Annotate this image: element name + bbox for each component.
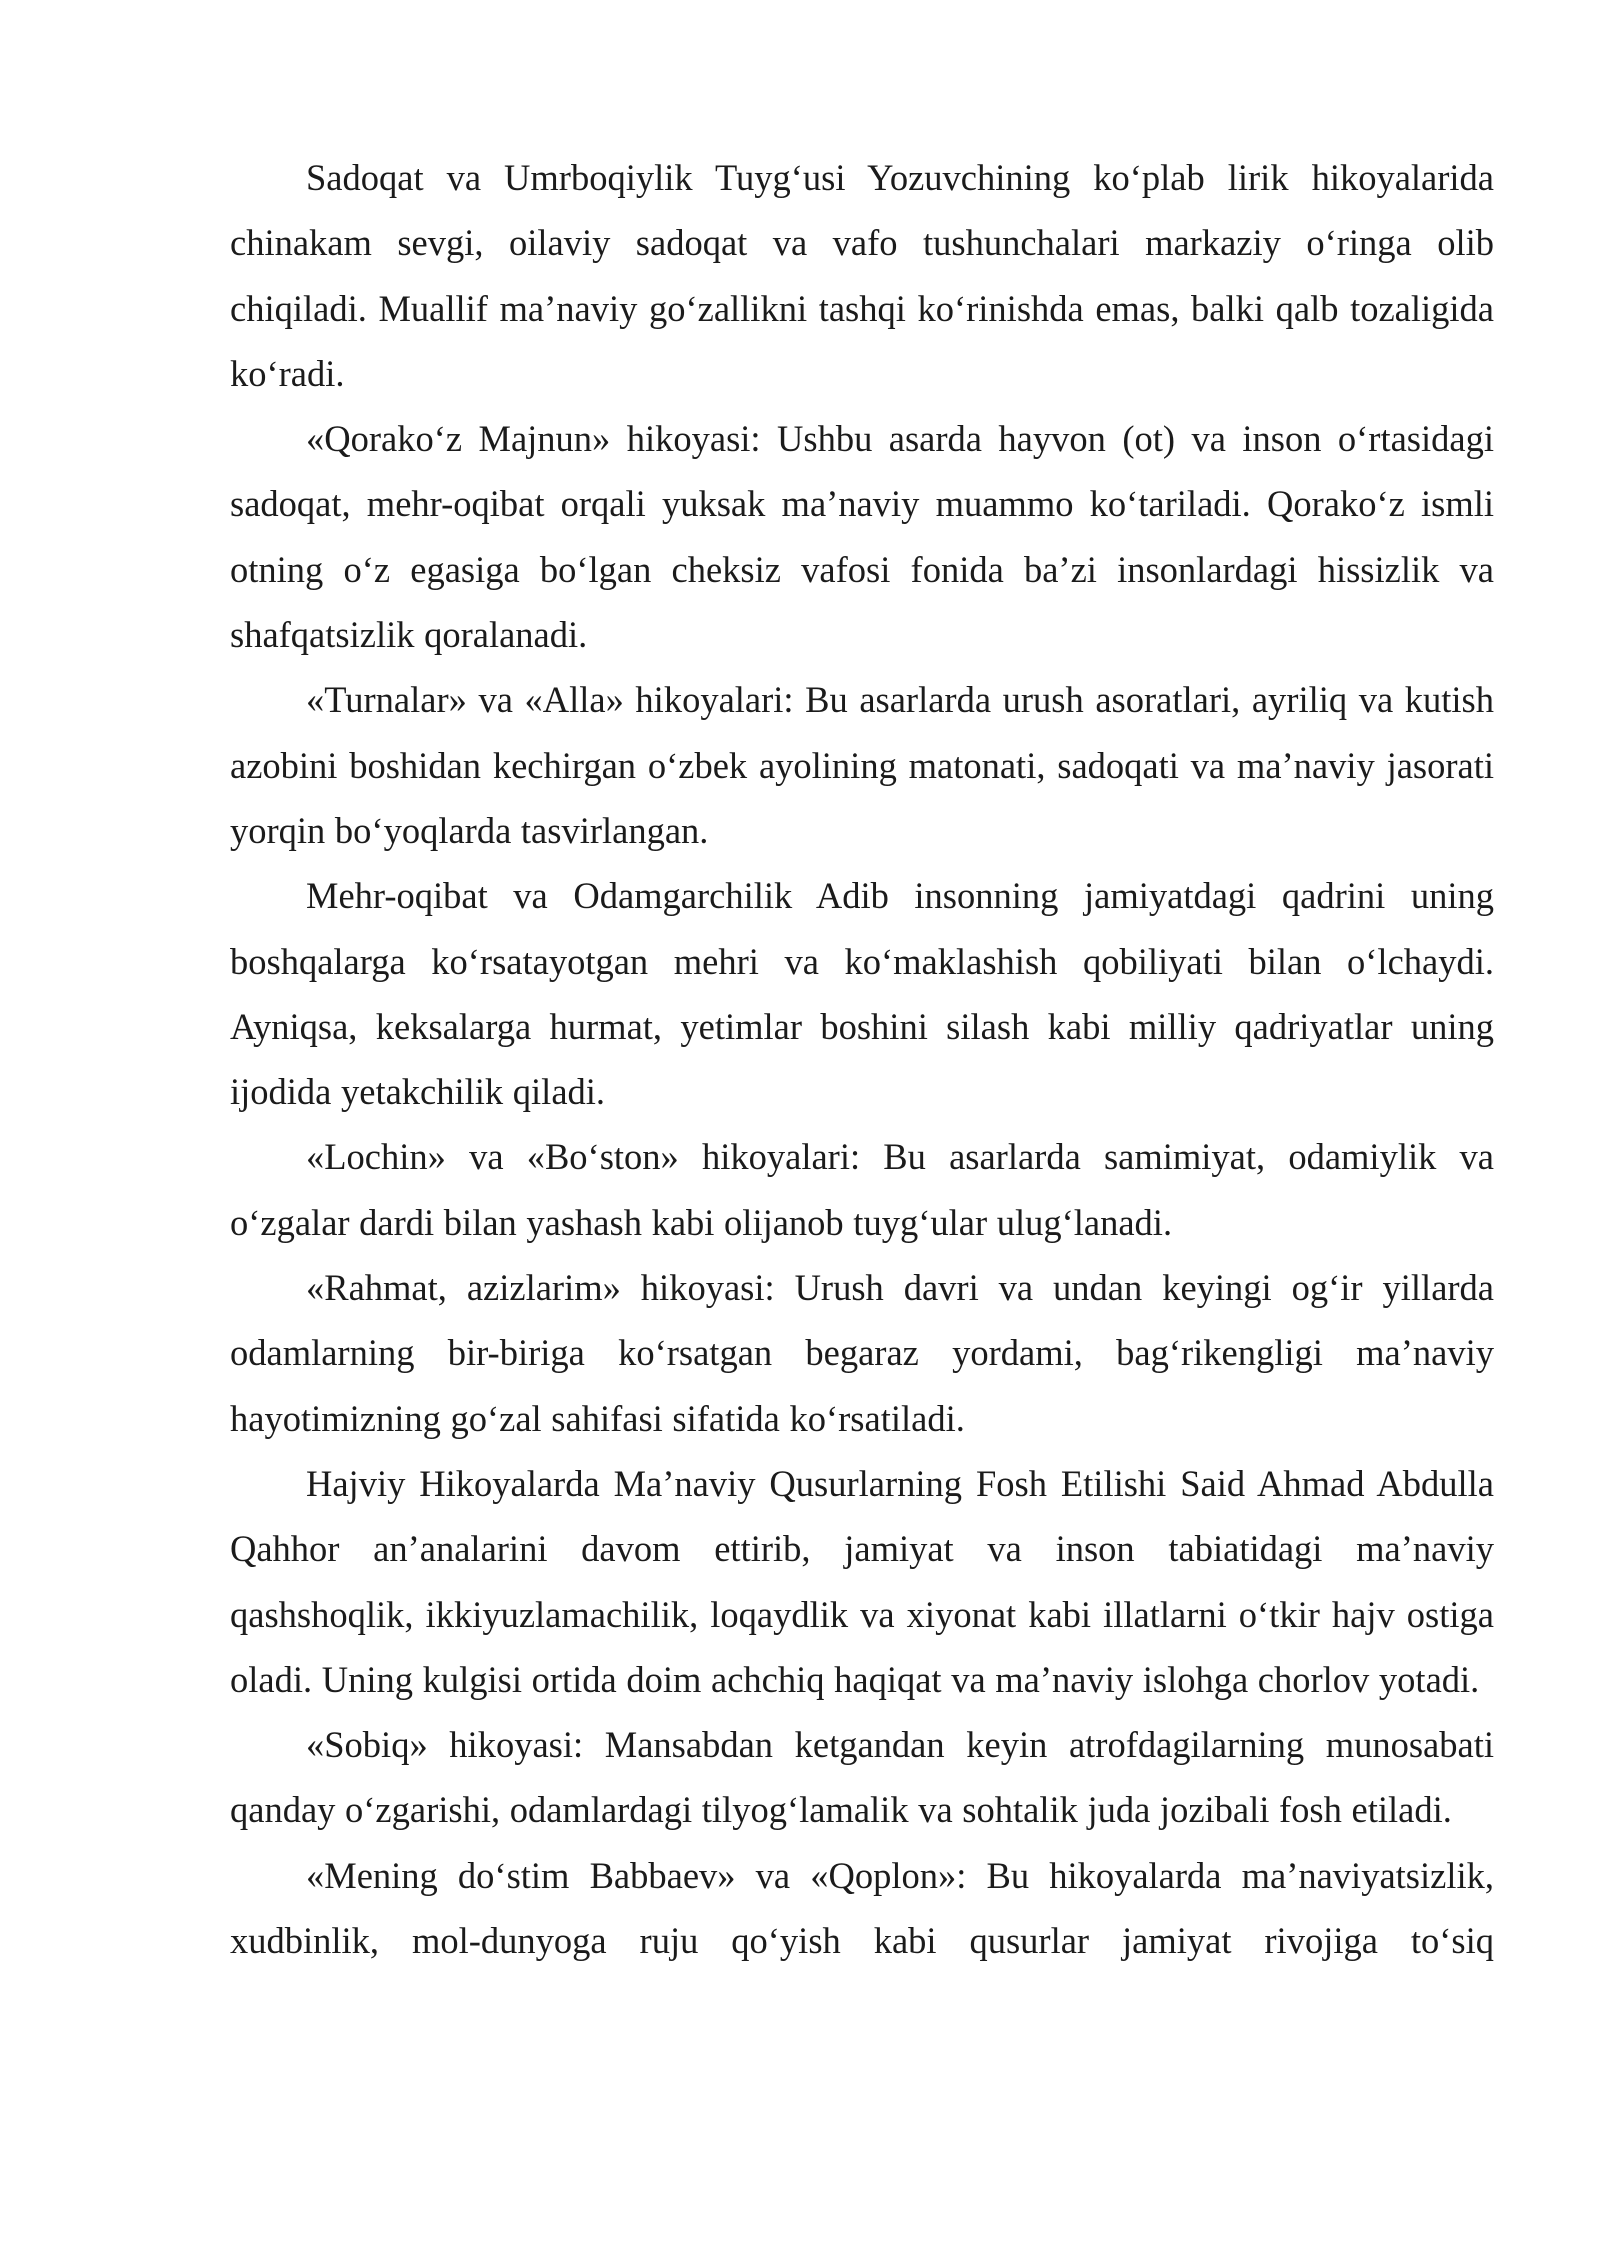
paragraph-sadoqat: Sadoqat va Umrboqiylik Tuyg‘usi Yozuvchining ko‘plab lirik hikoyalarida chinakam sevgi, oilaviy sadoqat va vafo tushunchalari markaziy o‘ringa olib chiqiladi. Muallif ma’naviy go‘zallikni tashqi ko‘rinishda emas, balki qalb tozaligida ko‘radi.: [230, 157, 1494, 394]
paragraph-turnalar-alla: «Turnalar» va «Alla» hikoyalari: Bu asarlarda urush asoratlari, ayriliq va kutish azobini boshidan kechirgan o‘zbek ayolining matonati, sadoqati va ma’naviy jasorati yorqin bo‘yoqlarda tasvirlangan.: [230, 679, 1494, 851]
paragraph-qorakoz-majnun: «Qorako‘z Majnun» hikoyasi: Ushbu asarda hayvon (ot) va inson o‘rtasidagi sadoqat, mehr-oqibat orqali yuksak ma’naviy muammo ko‘tariladi. Qorako‘z ismli otning o‘z egasiga bo‘lgan cheksiz vafosi fonida ba’zi insonlardagi hissizlik va shafqatsizlik qoralanadi.: [230, 418, 1494, 656]
paragraph-rahmat-azizlarim: «Rahmat, azizlarim» hikoyasi: Urush davri va undan keyingi og‘ir yillarda odamlarning bir-biriga ko‘rsatgan begaraz yordami, bag‘rikengligi ma’naviy hayotimizning go‘zal sahifasi sifatida ko‘rsatiladi.: [230, 1267, 1494, 1439]
paragraph-lochin-boston: «Lochin» va «Bo‘ston» hikoyalari: Bu asarlarda samimiyat, odamiylik va o‘zgalar dardi bilan yashash kabi olijanob tuyg‘ular ulug‘lanadi.: [230, 1136, 1494, 1243]
document-body: [230, 145, 1494, 1973]
paragraph-mehr-oqibat: Mehr-oqibat va Odamgarchilik Adib insonning jamiyatdagi qadrini uning boshqalarga ko‘rsatayotgan mehri va ko‘maklashish qobiliyati bilan o‘lchaydi. Ayniqsa, keksalarga hurmat, yetimlar boshini silash kabi milliy qadriyatlar uning ijodida yetakchilik qiladi.: [230, 875, 1494, 1113]
paragraph-hajviy-hikoyalar: Hajviy Hikoyalarda Ma’naviy Qusurlarning Fosh Etilishi Said Ahmad Abdulla Qahhor an’analarini davom ettirib, jamiyat va inson tabiatidagi ma’naviy qashshoqlik, ikkiyuzlamachilik, loqaydlik va xiyonat kabi illatlarni o‘tkir hajv ostiga oladi. Uning kulgisi ortida doim achchiq haqiqat va ma’naviy islohga chorlov yotadi.: [230, 1462, 1494, 1700]
paragraph-sobiq: «Sobiq» hikoyasi: Mansabdan ketgandan keyin atrofdagilarning munosabati qanday o‘zgarishi, odamlardagi tilyog‘lamalik va sohtalik juda jozibali fosh etiladi.: [230, 1724, 1494, 1831]
paragraph-mening-dostim: «Mening do‘stim Babbaev» va «Qoplon»: Bu hikoyalarda ma’naviyatsizlik, xudbinlik, mol-dunyoga ruju qo‘yish kabi qusurlar jamiyat rivojiga to‘siq: [230, 1854, 1494, 1962]
